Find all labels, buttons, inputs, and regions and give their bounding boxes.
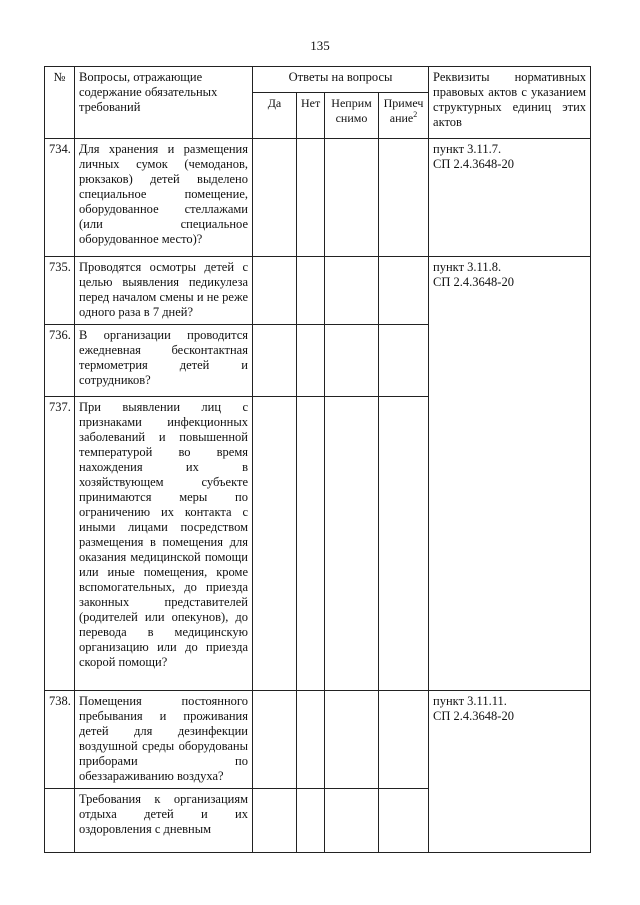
page-number: 135 (310, 38, 330, 53)
table-row (45, 139, 591, 257)
row-question: Проводятся осмотры детей с целью выявления педикулеза перед началом смены и не реже одного раза в 7 дней? (75, 257, 253, 325)
answer-note-cell[interactable] (379, 139, 429, 257)
answer-note-cell[interactable] (379, 325, 429, 397)
header-answer-not-applicable: Неприм снимо (325, 93, 379, 139)
footnote-marker: 2 (413, 110, 418, 119)
answer-no-cell[interactable] (297, 397, 325, 690)
header-answer-yes: Да (253, 93, 297, 139)
header-reference: Реквизиты нормативных правовых актов с указанием структурных единиц этих актов (429, 67, 591, 139)
answer-yes-cell[interactable] (253, 788, 297, 852)
requirements-table (44, 66, 591, 853)
answer-no-cell[interactable] (297, 325, 325, 397)
row-number: 738. (45, 690, 75, 788)
answer-no-cell[interactable] (297, 257, 325, 325)
table-row (45, 690, 591, 788)
row-number: 734. (45, 139, 75, 257)
answer-yes-cell[interactable] (253, 690, 297, 788)
row-reference: пункт 3.11.7. СП 2.4.3648-20 (429, 139, 591, 257)
row-number (45, 788, 75, 852)
row-question: Для хранения и размещения личных сумок (чемоданов, рюкзаков) детей выделено специальное помещение, оборудованное стеллажами (или специальное оборудованное место)? (75, 139, 253, 257)
answer-not-applicable-cell[interactable] (325, 690, 379, 788)
answer-not-applicable-cell[interactable] (325, 788, 379, 852)
row-question: Помещения постоянного пребывания и проживания детей для дезинфекции воздушной среды оборудованы приборами по обеззараживанию воздуха? (75, 690, 253, 788)
answer-note-cell[interactable] (379, 788, 429, 852)
answer-note-cell[interactable] (379, 690, 429, 788)
header-num: № (45, 67, 75, 139)
header-answers: Ответы на вопросы (253, 67, 429, 93)
answer-yes-cell[interactable] (253, 325, 297, 397)
table-row (45, 257, 591, 325)
header-question: Вопросы, отражающие содержание обязательных требований (75, 67, 253, 139)
row-number: 736. (45, 325, 75, 397)
header-answer-no: Нет (297, 93, 325, 139)
answer-not-applicable-cell[interactable] (325, 257, 379, 325)
answer-not-applicable-cell[interactable] (325, 325, 379, 397)
answer-note-cell[interactable] (379, 397, 429, 690)
row-number: 737. (45, 397, 75, 690)
header-answer-note: Примеч ание$^2$ (379, 93, 429, 139)
row-question: В организации проводится ежедневная бесконтактная термометрия детей и сотрудников? (75, 325, 253, 397)
answer-not-applicable-cell[interactable] (325, 139, 379, 257)
row-reference: пункт 3.11.11. СП 2.4.3648-20 (429, 690, 591, 852)
answer-no-cell[interactable] (297, 690, 325, 788)
answer-note-cell[interactable] (379, 257, 429, 325)
row-number: 735. (45, 257, 75, 325)
answer-no-cell[interactable] (297, 788, 325, 852)
answer-no-cell[interactable] (297, 139, 325, 257)
section-heading: Требования к организациям отдыха детей и их оздоровления с дневным (75, 788, 253, 852)
row-question: При выявлении лиц с признаками инфекционных заболеваний и повышенной температурой во время нахождения их в хозяйствующем субъекте принимаются меры по ограничению их контакта с иными лицами посредством размещения в помещения для оказания медицинской помощи или иные помещения, кроме вспомогательных, до приезда законных представителей (родителей или опекунов), до перевода в медицинскую организацию или до приезда скорой помощи? (75, 397, 253, 690)
answer-yes-cell[interactable] (253, 397, 297, 690)
answer-yes-cell[interactable] (253, 139, 297, 257)
answer-yes-cell[interactable] (253, 257, 297, 325)
answer-not-applicable-cell[interactable] (325, 397, 379, 690)
row-reference: пункт 3.11.8. СП 2.4.3648-20 (429, 257, 591, 691)
